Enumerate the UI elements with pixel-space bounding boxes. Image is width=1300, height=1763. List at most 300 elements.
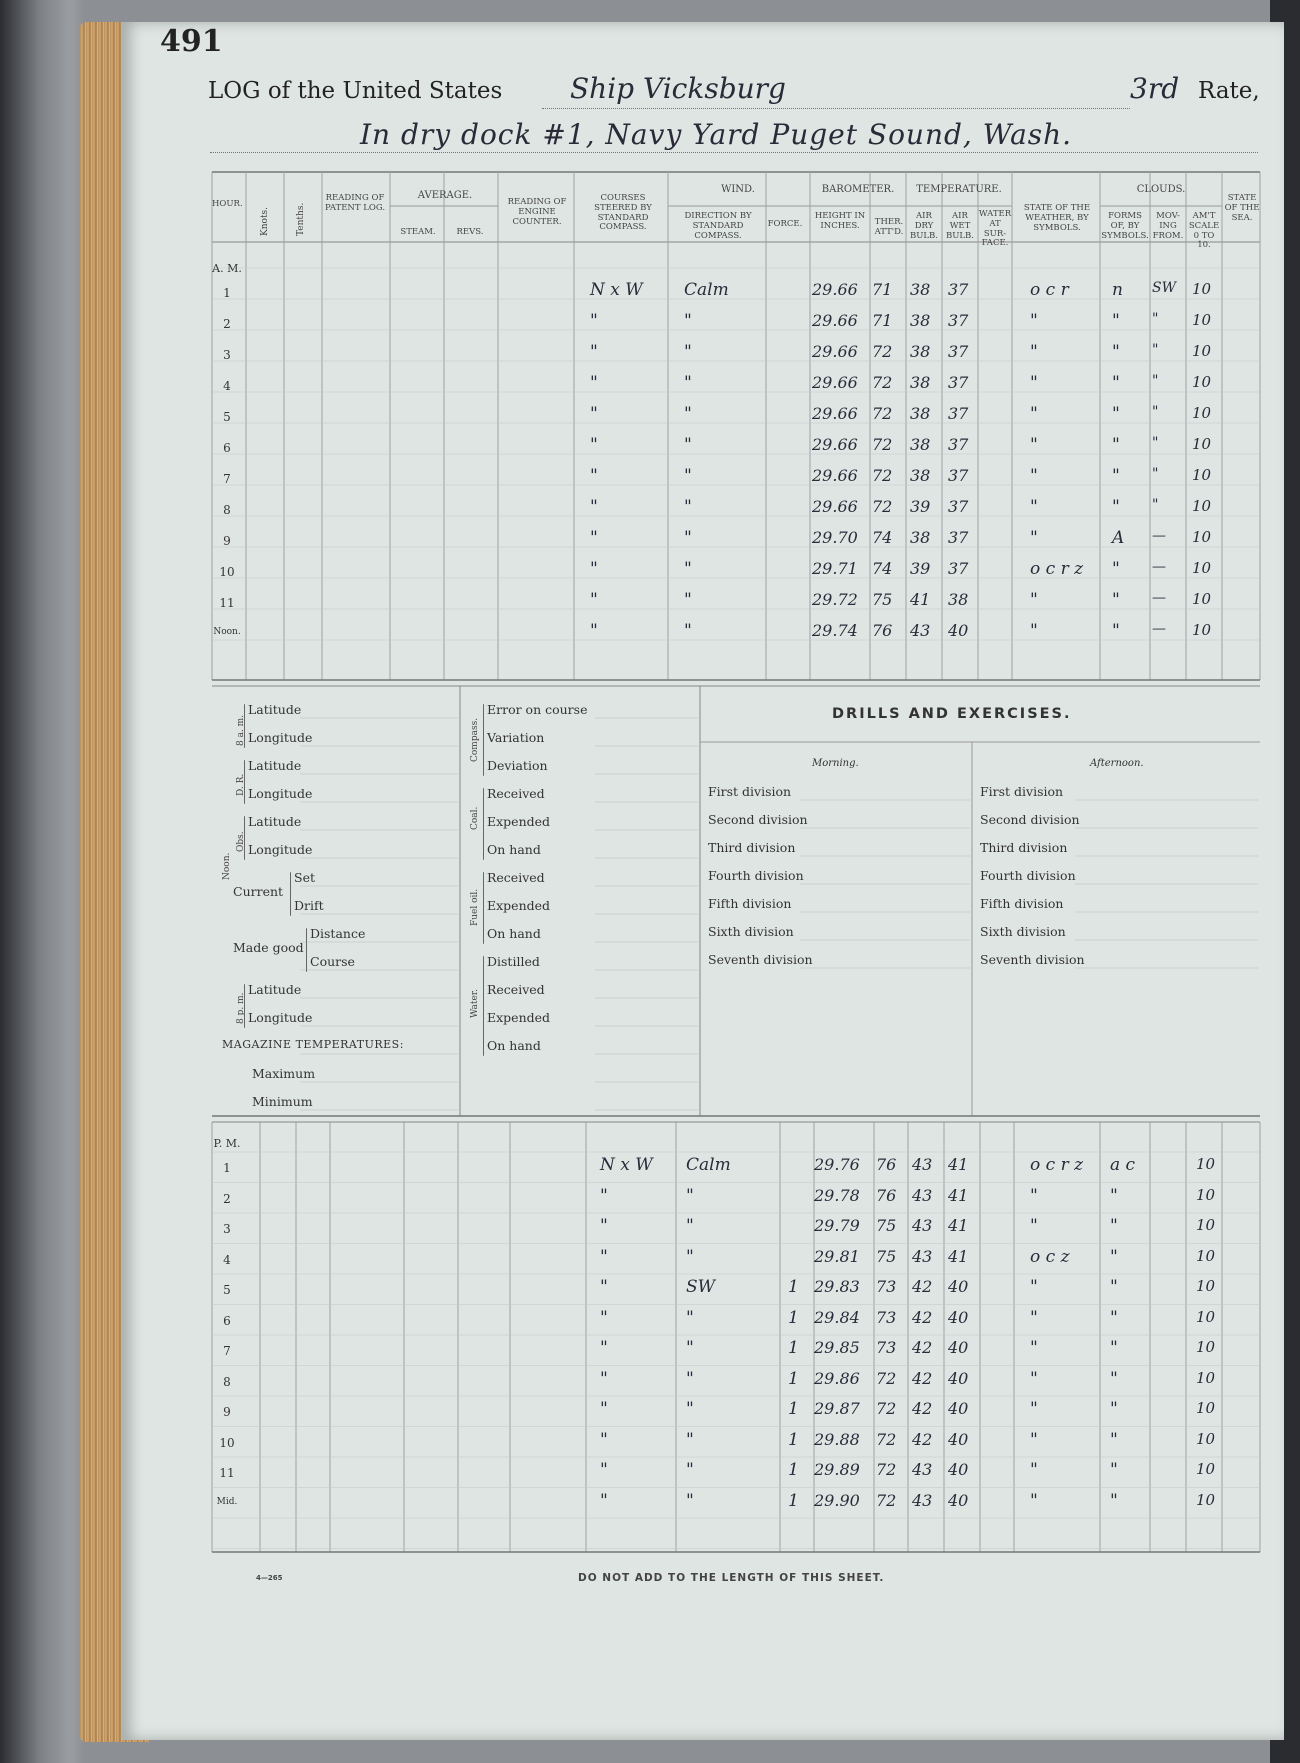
pos-am-lat: Latitude — [248, 702, 302, 717]
am-weather: o c r — [1030, 280, 1069, 300]
pm-hour: 5 — [223, 1283, 231, 1297]
pm-wind-direction: " — [686, 1338, 694, 1358]
am-ther-attd: 72 — [872, 342, 893, 361]
pm-barometer-height: 29.79 — [814, 1216, 860, 1235]
pm-wind-force: 1 — [788, 1399, 799, 1419]
drills-title: DRILLS AND EXERCISES. — [832, 706, 1072, 722]
am-cloud-forms: " — [1112, 497, 1120, 517]
pm-dry-bulb: 43 — [912, 1490, 933, 1510]
drill-division: Seventh division — [708, 952, 813, 967]
pm-course: " — [600, 1368, 608, 1389]
location: In dry dock #1, Navy Yard Puget Sound, Wash. — [360, 118, 1073, 151]
am-wind-direction: " — [684, 466, 692, 486]
am-course: " — [590, 311, 598, 331]
drill-division: Second division — [708, 812, 808, 827]
col-revs: REVS. — [456, 227, 484, 237]
am-barometer-height: 29.72 — [812, 590, 858, 609]
pm-dry-bulb: 42 — [912, 1307, 933, 1327]
pm-wind-direction: " — [686, 1216, 694, 1236]
col-tenths: Tenths. — [296, 202, 306, 236]
pm-wind-direction: " — [686, 1399, 694, 1419]
am-barometer-height: 29.74 — [812, 621, 858, 640]
drill-division: First division — [980, 784, 1064, 799]
am-cloud-amount: 10 — [1192, 311, 1212, 329]
pm-barometer-height: 29.81 — [814, 1246, 860, 1266]
pm-cloud-amount: 10 — [1196, 1155, 1216, 1173]
am-dry-bulb: 38 — [910, 528, 931, 547]
am-wind-direction: " — [684, 559, 692, 579]
pm-cloud-amount: 10 — [1196, 1185, 1216, 1204]
magazine-max: Maximum — [252, 1066, 316, 1081]
pos-pm-lat: Latitude — [248, 982, 302, 997]
am-ther-attd: 72 — [872, 373, 893, 392]
pm-dry-bulb: 43 — [912, 1460, 933, 1479]
brace-made-good — [306, 928, 307, 972]
pm-ther-attd: 75 — [876, 1246, 897, 1266]
pm-cloud-forms: " — [1110, 1185, 1118, 1206]
col-wet: AIR WET BULB. — [945, 211, 974, 241]
pm-cloud-forms: " — [1110, 1307, 1118, 1328]
pm-ther-attd: 75 — [876, 1216, 897, 1235]
am-weather: " — [1030, 528, 1038, 548]
am-wind-direction: " — [684, 404, 692, 424]
brace-coal — [483, 788, 484, 860]
am-wind-direction: " — [684, 621, 692, 641]
brace-am — [244, 704, 245, 748]
pm-wet-bulb: 40 — [948, 1277, 969, 1296]
pm-weather: " — [1030, 1338, 1038, 1358]
am-hour: 8 — [223, 503, 231, 517]
col-amount: AM'T SCALE 0 TO 10. — [1188, 211, 1220, 251]
am-barometer-height: 29.66 — [812, 311, 858, 330]
am-cloud-moving: " — [1152, 404, 1159, 420]
pm-course: " — [600, 1246, 608, 1267]
pm-wind-force: 1 — [788, 1338, 799, 1358]
col-direction: DIRECTION BY STANDARD COMPASS. — [684, 211, 752, 241]
col-moving: MOV-ING FROM. — [1152, 211, 1184, 241]
pm-dry-bulb: 42 — [912, 1429, 933, 1449]
pm-wind-direction: " — [686, 1185, 694, 1206]
pm-weather: " — [1030, 1307, 1038, 1328]
water-on-hand: On hand — [487, 1038, 541, 1053]
col-steam: STEAM. — [400, 227, 436, 237]
pm-cloud-amount: 10 — [1196, 1277, 1216, 1295]
am-weather: " — [1030, 590, 1038, 610]
am-dry-bulb: 41 — [910, 590, 931, 609]
am-wet-bulb: 40 — [948, 621, 969, 640]
pm-wind-force: 1 — [788, 1307, 799, 1328]
am-cloud-amount: 10 — [1192, 466, 1212, 484]
am-ther-attd: 72 — [872, 497, 893, 516]
am-ther-attd: 76 — [872, 621, 893, 640]
pm-dry-bulb: 42 — [912, 1338, 933, 1357]
am-cloud-forms: n — [1112, 280, 1123, 300]
pm-wind-force: 1 — [788, 1460, 799, 1480]
pm-ther-attd: 72 — [876, 1368, 897, 1388]
am-weather: " — [1030, 311, 1038, 331]
pm-ther-attd: 73 — [876, 1277, 897, 1296]
drill-division: Fourth division — [980, 868, 1076, 883]
pm-weather: o c r z — [1030, 1155, 1084, 1175]
pm-hour: 10 — [219, 1435, 235, 1450]
am-cloud-amount: 10 — [1192, 373, 1212, 391]
pm-ther-attd: 72 — [876, 1429, 897, 1449]
am-dry-bulb: 38 — [910, 435, 931, 454]
am-wind-direction: " — [684, 528, 692, 548]
pm-wind-direction: " — [686, 1429, 694, 1450]
am-wet-bulb: 37 — [948, 497, 969, 516]
am-hour: 9 — [223, 534, 231, 548]
col-dry: AIR DRY BULB. — [909, 211, 938, 241]
pm-wet-bulb: 41 — [948, 1185, 969, 1205]
pm-cloud-forms: a c — [1110, 1155, 1136, 1175]
pm-ther-attd: 73 — [876, 1307, 897, 1327]
coal-expended: Expended — [487, 814, 551, 829]
am-hour: Noon. — [213, 627, 241, 637]
am-cloud-moving: " — [1152, 342, 1159, 358]
am-course: " — [590, 435, 598, 455]
am-course: " — [590, 559, 598, 579]
am-cloud-amount: 10 — [1192, 590, 1212, 608]
footer-notice: DO NOT ADD TO THE LENGTH OF THIS SHEET. — [578, 1572, 885, 1584]
water-distilled: Distilled — [487, 954, 540, 969]
pm-barometer-height: 29.90 — [814, 1490, 860, 1510]
pos-made-good: Made good — [233, 940, 304, 955]
location-underline — [210, 152, 1258, 153]
pos-current: Current — [233, 884, 284, 899]
pm-hour: 6 — [223, 1313, 231, 1328]
pm-hour: 9 — [223, 1405, 231, 1419]
pm-weather: " — [1030, 1429, 1038, 1450]
col-sea: STATE OF THE SEA. — [1224, 193, 1260, 223]
drill-division: Seventh division — [980, 952, 1085, 967]
pm-wind-direction: " — [686, 1460, 694, 1480]
am-course: " — [590, 373, 598, 393]
am-cloud-forms: " — [1112, 342, 1120, 362]
am-cloud-moving: — — [1152, 559, 1166, 575]
am-cloud-forms: " — [1112, 590, 1120, 610]
pm-dry-bulb: 42 — [912, 1399, 933, 1418]
pm-weather: " — [1030, 1399, 1038, 1419]
am-cloud-forms: " — [1112, 311, 1120, 331]
pm-cloud-amount: 10 — [1196, 1399, 1216, 1417]
pm-hour: 3 — [223, 1222, 231, 1236]
am-ther-attd: 72 — [872, 404, 893, 423]
col-temperature: TEMPERATURE. — [916, 184, 1002, 195]
brace-dr — [244, 760, 245, 804]
drills-morning: Morning. — [812, 758, 859, 769]
am-dry-bulb: 38 — [910, 311, 931, 330]
brace-compass — [483, 704, 484, 776]
fuel-expended: Expended — [487, 898, 551, 913]
col-clouds: CLOUDS. — [1136, 184, 1186, 195]
form-number: 4—265 — [256, 1574, 283, 1582]
am-ther-attd: 74 — [872, 528, 893, 547]
pm-wet-bulb: 41 — [948, 1216, 969, 1235]
pm-wet-bulb: 41 — [948, 1246, 969, 1266]
col-water: WATER AT SUR-FACE. — [978, 209, 1012, 249]
am-dry-bulb: 43 — [910, 621, 931, 640]
pm-cloud-forms: " — [1110, 1277, 1118, 1297]
col-average: AVERAGE. — [417, 190, 473, 201]
am-ther-attd: 72 — [872, 466, 893, 485]
am-weather: " — [1030, 404, 1038, 424]
pm-hour: 8 — [223, 1374, 231, 1389]
am-weather: " — [1030, 466, 1038, 486]
am-barometer-height: 29.66 — [812, 435, 858, 454]
pm-wet-bulb: 40 — [948, 1490, 969, 1510]
sup-fuel: Fuel oil. — [470, 888, 480, 926]
pm-weather: " — [1030, 1216, 1038, 1236]
pm-hour: Mid. — [216, 1496, 238, 1507]
am-dry-bulb: 38 — [910, 342, 931, 361]
brace-obs — [244, 816, 245, 860]
pm-weather: o c z — [1030, 1246, 1070, 1267]
am-wet-bulb: 37 — [948, 559, 969, 578]
col-force: FORCE. — [767, 219, 803, 229]
ship-name-underline — [542, 108, 1130, 109]
am-dry-bulb: 38 — [910, 280, 931, 299]
am-cloud-forms: " — [1112, 435, 1120, 455]
am-barometer-height: 29.66 — [812, 404, 858, 423]
fuel-on-hand: On hand — [487, 926, 541, 941]
pos-distance: Distance — [310, 926, 366, 941]
am-course: " — [590, 342, 598, 362]
am-cloud-amount: 10 — [1192, 435, 1212, 453]
pm-cloud-forms: " — [1110, 1246, 1118, 1267]
pm-cloud-amount: 10 — [1196, 1429, 1216, 1448]
am-cloud-moving: " — [1152, 497, 1159, 513]
col-height: HEIGHT IN INCHES. — [814, 211, 866, 231]
pm-course: " — [600, 1399, 608, 1419]
rate-label: Rate, — [1198, 78, 1260, 104]
drills-afternoon: Afternoon. — [1090, 758, 1144, 769]
am-dry-bulb: 38 — [910, 404, 931, 423]
am-barometer-height: 29.66 — [812, 280, 858, 299]
pos-dr-label: D. R. — [236, 773, 246, 796]
brace-water — [483, 956, 484, 1056]
pm-cloud-forms: " — [1110, 1338, 1118, 1358]
pm-barometer-height: 29.87 — [814, 1399, 860, 1418]
am-barometer-height: 29.66 — [812, 466, 858, 485]
water-received: Received — [487, 982, 545, 997]
pm-ther-attd: 72 — [876, 1460, 897, 1479]
pm-cloud-amount: 10 — [1196, 1368, 1216, 1387]
am-course: " — [590, 621, 598, 641]
pm-cloud-amount: 10 — [1196, 1460, 1216, 1478]
pm-course: " — [600, 1277, 608, 1297]
am-dry-bulb: 39 — [910, 497, 931, 516]
pm-dry-bulb: 43 — [912, 1155, 933, 1174]
am-hour: 5 — [223, 410, 231, 424]
pm-wet-bulb: 40 — [948, 1399, 969, 1418]
pm-barometer-height: 29.84 — [814, 1307, 860, 1327]
am-weather: " — [1030, 342, 1038, 362]
pm-wind-direction: " — [686, 1490, 694, 1511]
am-cloud-moving: " — [1152, 435, 1159, 451]
col-weather: STATE OF THE WEATHER, BY SYMBOLS. — [1023, 203, 1091, 233]
col-ther: THER. ATT'D. — [874, 217, 904, 237]
am-dry-bulb: 38 — [910, 466, 931, 485]
am-weather: o c r z — [1030, 559, 1084, 579]
pm-hour: 7 — [223, 1344, 231, 1358]
am-course: " — [590, 466, 598, 486]
am-cloud-moving: " — [1152, 373, 1159, 389]
pm-course: " — [600, 1338, 608, 1358]
drill-division: Third division — [980, 840, 1068, 855]
am-wind-direction: " — [684, 435, 692, 455]
am-course: " — [590, 404, 598, 424]
pm-barometer-height: 29.83 — [814, 1277, 860, 1296]
pm-barometer-height: 29.89 — [814, 1460, 860, 1479]
brace-fuel — [483, 872, 484, 944]
am-wet-bulb: 37 — [948, 342, 969, 361]
sup-deviation: Deviation — [487, 758, 548, 773]
col-barometer: BAROMETER. — [821, 184, 895, 195]
pm-ther-attd: 72 — [876, 1399, 897, 1418]
pm-wet-bulb: 40 — [948, 1429, 969, 1449]
am-cloud-forms: " — [1112, 373, 1120, 393]
ship-name: Ship Vicksburg — [570, 72, 786, 105]
pos-pm-label: 8 p. m. — [236, 992, 246, 1024]
am-wet-bulb: 37 — [948, 311, 969, 330]
pm-ther-attd: 76 — [876, 1155, 897, 1174]
am-ther-attd: 71 — [872, 280, 893, 299]
magazine-min: Minimum — [252, 1094, 313, 1109]
am-cloud-amount: 10 — [1192, 621, 1212, 639]
am-barometer-height: 29.66 — [812, 373, 858, 392]
pm-wet-bulb: 41 — [948, 1155, 969, 1174]
pm-weather: " — [1030, 1368, 1038, 1389]
am-barometer-height: 29.66 — [812, 342, 858, 361]
drill-division: Fourth division — [708, 868, 804, 883]
pm-course: " — [600, 1490, 608, 1511]
pm-weather: " — [1030, 1277, 1038, 1297]
sup-variation: Variation — [487, 730, 545, 745]
am-cloud-moving: — — [1152, 621, 1166, 637]
pm-cloud-amount: 10 — [1196, 1338, 1216, 1356]
am-cloud-forms: " — [1112, 404, 1120, 424]
rate-value: 3rd — [1130, 72, 1180, 105]
am-hour: 7 — [223, 472, 231, 486]
pm-cloud-forms: " — [1110, 1460, 1118, 1480]
pm-course: " — [600, 1185, 608, 1206]
pm-wind-direction: " — [686, 1307, 694, 1328]
pm-hour: 4 — [223, 1252, 231, 1267]
am-course: N x W — [590, 280, 643, 300]
pm-course: " — [600, 1216, 608, 1236]
am-weather: " — [1030, 497, 1038, 517]
pm-wet-bulb: 40 — [948, 1338, 969, 1357]
pm-cloud-amount: 10 — [1196, 1490, 1216, 1509]
am-ther-attd: 72 — [872, 435, 893, 454]
pm-course: " — [600, 1429, 608, 1450]
pm-barometer-height: 29.76 — [814, 1155, 860, 1174]
pos-set: Set — [294, 870, 315, 885]
pm-barometer-height: 29.85 — [814, 1338, 860, 1357]
am-ther-attd: 75 — [872, 590, 893, 609]
am-wet-bulb: 37 — [948, 373, 969, 392]
drill-division: Sixth division — [708, 924, 794, 939]
col-hour: HOUR. — [212, 199, 243, 209]
am-wind-direction: " — [684, 342, 692, 362]
am-hour: 2 — [223, 317, 231, 331]
pm-wind-direction: " — [686, 1246, 694, 1267]
pos-pm-long: Longitude — [248, 1010, 313, 1025]
pm-wind-force: 1 — [788, 1490, 799, 1511]
pm-weather: " — [1030, 1460, 1038, 1480]
am-cloud-forms: " — [1112, 466, 1120, 486]
am-ther-attd: 71 — [872, 311, 893, 330]
pm-wind-direction: SW — [686, 1277, 716, 1297]
am-hour: 10 — [219, 565, 235, 579]
am-wet-bulb: 37 — [948, 435, 969, 454]
pos-obs-label: Obs. — [236, 831, 246, 852]
pos-obs-long: Longitude — [248, 842, 313, 857]
am-weather: " — [1030, 621, 1038, 641]
am-ther-attd: 74 — [872, 559, 893, 578]
am-barometer-height: 29.70 — [812, 528, 858, 547]
drill-division: First division — [708, 784, 792, 799]
sup-compass: Compass. — [470, 717, 480, 762]
am-hour: 4 — [223, 379, 231, 393]
header-prefix: LOG of the United States — [208, 78, 503, 104]
pm-cloud-forms: " — [1110, 1368, 1118, 1389]
col-patent-log: READING OF PATENT LOG. — [324, 193, 386, 213]
am-course: " — [590, 590, 598, 610]
col-wind: WIND. — [721, 184, 755, 195]
pos-noon-label: Noon. — [222, 852, 232, 880]
am-cloud-forms: " — [1112, 621, 1120, 641]
drill-division: Fifth division — [980, 896, 1064, 911]
fuel-received: Received — [487, 870, 545, 885]
am-cloud-moving: — — [1152, 528, 1166, 544]
pm-ther-attd: 76 — [876, 1185, 897, 1205]
pm-wind-force: 1 — [788, 1368, 799, 1389]
am-wind-direction: " — [684, 373, 692, 393]
pm-wind-force: 1 — [788, 1429, 799, 1450]
pm-weather: " — [1030, 1490, 1038, 1511]
sup-error: Error on course — [487, 702, 588, 717]
pos-am-label: 8 a. m. — [236, 714, 246, 746]
coal-received: Received — [487, 786, 545, 801]
am-wet-bulb: 38 — [948, 590, 969, 609]
am-barometer-height: 29.71 — [812, 559, 858, 578]
pm-cloud-amount: 10 — [1196, 1307, 1216, 1326]
drill-division: Fifth division — [708, 896, 792, 911]
pm-dry-bulb: 42 — [912, 1368, 933, 1388]
col-forms: FORMS OF, BY SYMBOLS. — [1101, 211, 1149, 241]
pm-cloud-amount: 10 — [1196, 1216, 1216, 1234]
pm-cloud-amount: 10 — [1196, 1246, 1216, 1265]
pm-barometer-height: 29.86 — [814, 1368, 860, 1388]
pm-ther-attd: 73 — [876, 1338, 897, 1357]
pm-wet-bulb: 40 — [948, 1460, 969, 1479]
am-dry-bulb: 39 — [910, 559, 931, 578]
pm-hour: 1 — [223, 1161, 231, 1175]
pm-hour: 11 — [219, 1466, 235, 1480]
pm-course: N x W — [600, 1155, 653, 1175]
col-courses: COURSES STEERED BY STANDARD COMPASS. — [594, 193, 652, 233]
coal-on-hand: On hand — [487, 842, 541, 857]
am-cloud-amount: 10 — [1192, 559, 1212, 577]
am-label: A. M. — [212, 262, 242, 275]
pm-dry-bulb: 42 — [912, 1277, 933, 1296]
pos-am-long: Longitude — [248, 730, 313, 745]
drill-division: Second division — [980, 812, 1080, 827]
am-wet-bulb: 37 — [948, 404, 969, 423]
am-wet-bulb: 37 — [948, 280, 969, 299]
